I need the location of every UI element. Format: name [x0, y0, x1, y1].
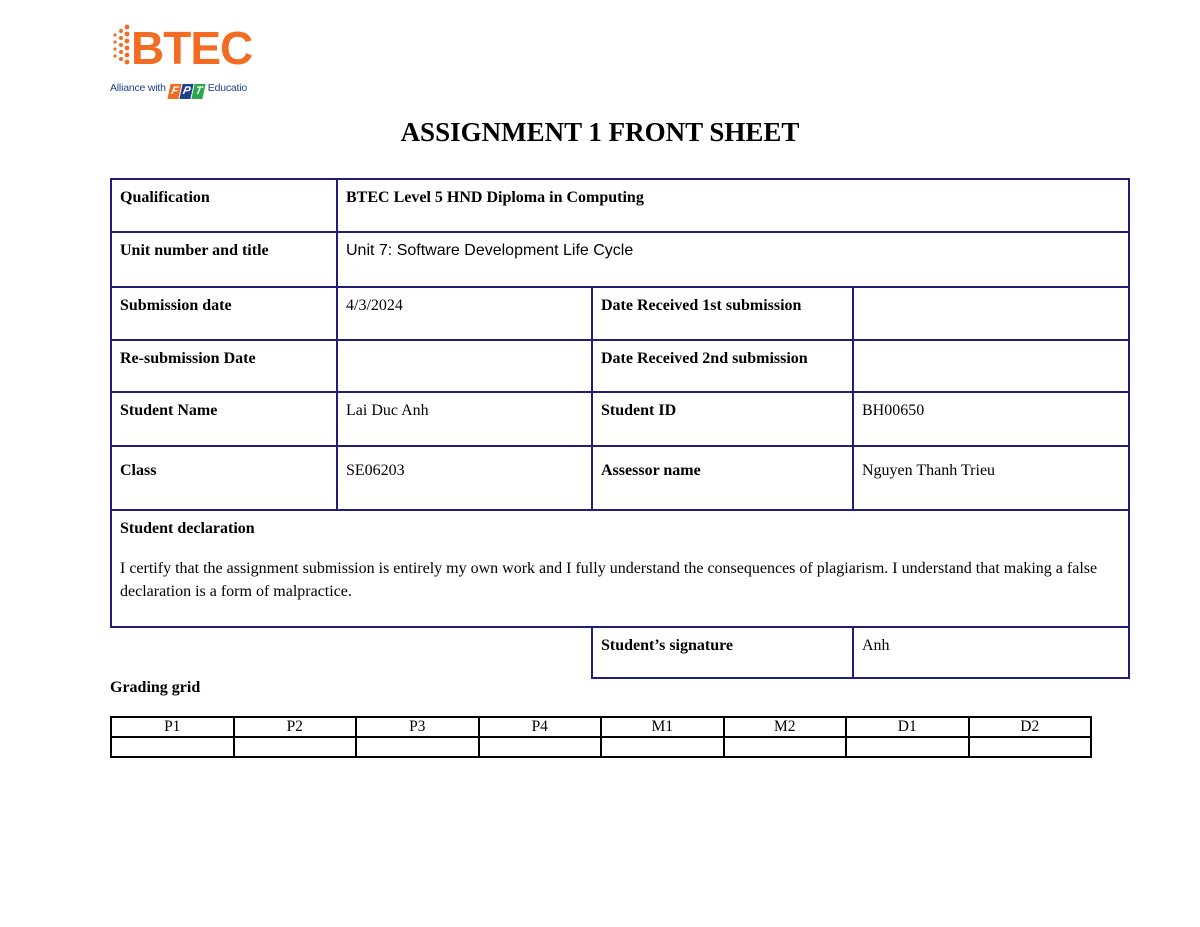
row-declaration — [111, 510, 1129, 627]
grade-cell-d2[interactable] — [969, 737, 1092, 757]
page-title: ASSIGNMENT 1 FRONT SHEET — [400, 117, 800, 147]
criterion-p3: P3 — [356, 717, 479, 737]
declaration-cell — [111, 510, 1129, 627]
signature-label: Student’s signature — [592, 627, 853, 678]
date-received-2-value[interactable] — [853, 340, 1129, 392]
signature-spacer — [111, 627, 592, 678]
alliance-line — [110, 82, 247, 99]
education-text: Educatio — [207, 82, 248, 94]
grading-grid-heading: Grading grid — [110, 679, 201, 696]
fpt-logo — [169, 84, 205, 99]
student-id-value[interactable]: BH00650 — [853, 392, 1129, 446]
grade-cell-p2[interactable] — [234, 737, 357, 757]
front-sheet-table — [110, 178, 1130, 679]
grading-result-row — [111, 737, 1091, 757]
criterion-m1: M1 — [601, 717, 724, 737]
fpt-letter-p: P — [179, 84, 193, 99]
criterion-d1: D1 — [846, 717, 969, 737]
date-received-1-value[interactable] — [853, 287, 1129, 340]
student-name-label: Student Name — [111, 392, 337, 446]
submission-date-label: Submission date — [111, 287, 337, 340]
alliance-text: Alliance with — [110, 82, 166, 94]
student-name-value[interactable]: Lai Duc Anh — [337, 392, 592, 446]
fpt-letter-f: F — [167, 84, 181, 99]
grading-criteria-row — [111, 717, 1091, 737]
row-submission — [111, 287, 1129, 340]
qualification-label: Qualification — [111, 179, 337, 232]
assessor-name-label: Assessor name — [592, 446, 853, 510]
grade-cell-p4[interactable] — [479, 737, 602, 757]
signature-value[interactable]: Anh — [853, 627, 1129, 678]
qualification-value[interactable]: BTEC Level 5 HND Diploma in Computing — [337, 179, 1129, 232]
criterion-d2: D2 — [969, 717, 1092, 737]
resubmission-date-label: Re-submission Date — [111, 340, 337, 392]
row-class — [111, 446, 1129, 510]
grading-grid-table — [110, 716, 1092, 758]
criterion-m2: M2 — [724, 717, 847, 737]
grade-cell-m2[interactable] — [724, 737, 847, 757]
student-id-label: Student ID — [592, 392, 853, 446]
declaration-text: I certify that the assignment submission is entirely my own work and I fully understand the consequences of plagiarism. I understand that making a false declaration is a form of malpractice. — [120, 560, 1098, 600]
grade-cell-m1[interactable] — [601, 737, 724, 757]
row-unit — [111, 232, 1129, 287]
grade-cell-p3[interactable] — [356, 737, 479, 757]
fpt-letter-t: T — [191, 84, 205, 99]
unit-value[interactable]: Unit 7: Software Development Life Cycle — [337, 232, 1129, 287]
btec-wordmark: BTEC — [131, 22, 253, 74]
date-received-2-label: Date Received 2nd submission — [592, 340, 853, 392]
grade-cell-p1[interactable] — [111, 737, 234, 757]
row-resubmission — [111, 340, 1129, 392]
date-received-1-label: Date Received 1st submission — [592, 287, 853, 340]
submission-date-value[interactable]: 4/3/2024 — [337, 287, 592, 340]
row-signature — [111, 627, 1129, 678]
resubmission-date-value[interactable] — [337, 340, 592, 392]
class-value[interactable]: SE06203 — [337, 446, 592, 510]
assessor-name-value[interactable]: Nguyen Thanh Trieu — [853, 446, 1129, 510]
grade-cell-d1[interactable] — [846, 737, 969, 757]
class-label: Class — [111, 446, 337, 510]
declaration-heading: Student declaration — [120, 520, 255, 537]
row-student — [111, 392, 1129, 446]
criterion-p1: P1 — [111, 717, 234, 737]
btec-logo — [110, 24, 260, 104]
unit-label: Unit number and title — [111, 232, 337, 287]
row-qualification — [111, 179, 1129, 232]
criterion-p2: P2 — [234, 717, 357, 737]
criterion-p4: P4 — [479, 717, 602, 737]
